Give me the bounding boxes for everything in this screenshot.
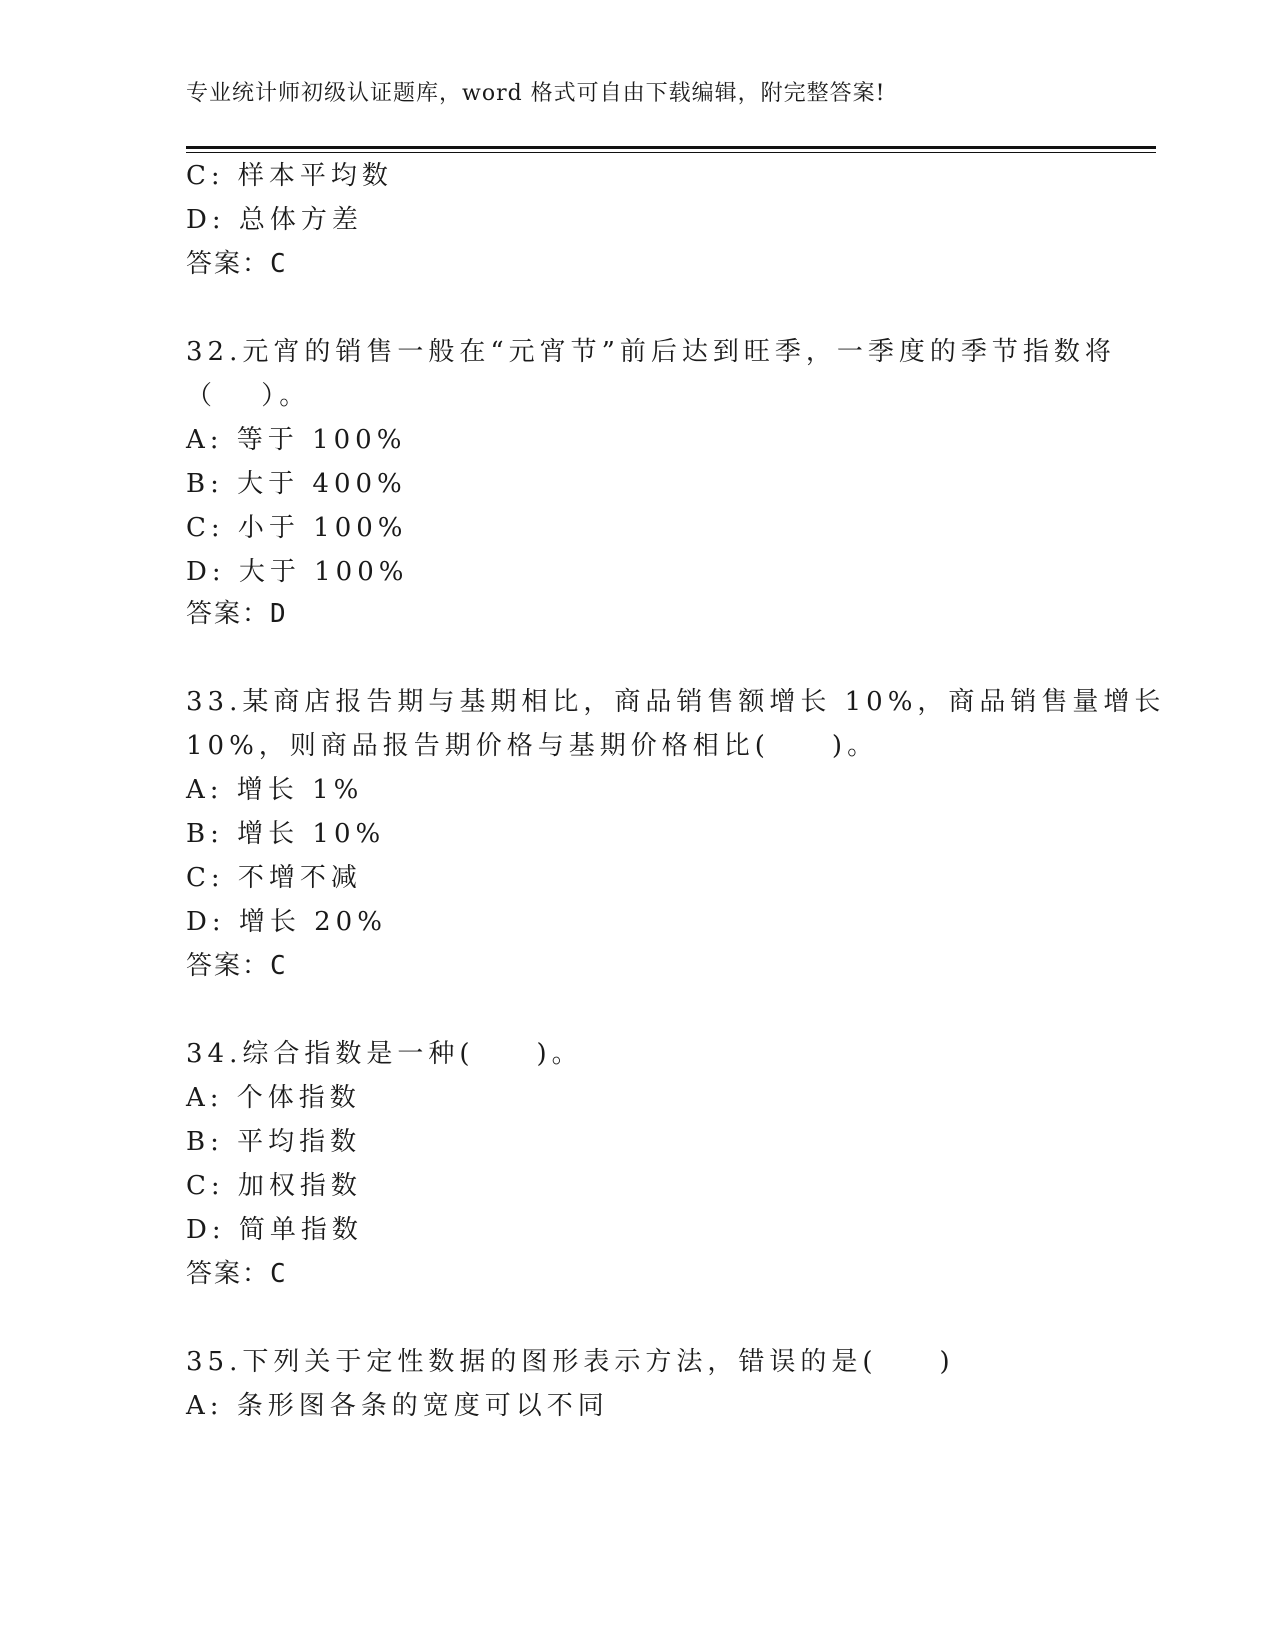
- question-35-option-a: A: 条形图各条的宽度可以不同: [186, 1391, 609, 1421]
- question-34-option-d: D: 简单指数: [186, 1215, 363, 1245]
- question-33-option-c: C: 不增不减: [186, 863, 362, 893]
- question-33-option-a: A: 增长 1%: [186, 775, 364, 805]
- answer-value: C: [270, 249, 286, 279]
- question-34-answer: [186, 1258, 286, 1290]
- question-32-answer: [186, 598, 286, 630]
- question-34-stem-line-1: 34.综合指数是一种( )。: [186, 1039, 583, 1069]
- question-33-answer: [186, 950, 286, 982]
- answer-label: 答案：: [186, 599, 271, 629]
- question-33-option-d: D: 增长 20%: [186, 907, 387, 937]
- question-34-option-c: C: 加权指数: [186, 1171, 362, 1201]
- answer-value: C: [270, 1259, 286, 1289]
- answer-label: 答案：: [186, 249, 271, 279]
- question-35-stem-line-1: 35.下列关于定性数据的图形表示方法，错误的是( ): [186, 1347, 955, 1377]
- answer-line: [186, 248, 286, 280]
- page-header: 专业统计师初级认证题库，word 格式可自由下载编辑，附完整答案!: [186, 81, 886, 106]
- answer-label: 答案：: [186, 951, 271, 981]
- question-32-stem-line-2: （ ）。: [186, 381, 311, 411]
- question-34-option-a: A: 个体指数: [186, 1083, 361, 1113]
- question-32-option-b: B: 大于 400%: [186, 469, 407, 499]
- option-d: D: 总体方差: [186, 205, 363, 235]
- question-32-stem-line-1: 32.元宵的销售一般在“元宵节”前后达到旺季，一季度的季节指数将: [186, 337, 1116, 367]
- question-32-option-d: D: 大于 100%: [186, 557, 409, 587]
- answer-value: D: [270, 599, 286, 629]
- question-33-stem-line-2: 10%，则商品报告期价格与基期价格相比( )。: [186, 731, 879, 761]
- answer-label: 答案：: [186, 1259, 271, 1289]
- header-rule-thin: [186, 152, 1156, 153]
- option-c: C: 样本平均数: [186, 161, 393, 191]
- question-33-stem-line-1: 33.某商店报告期与基期相比，商品销售额增长 10%，商品销售量增长: [186, 687, 1166, 717]
- question-32-option-c: C: 小于 100%: [186, 513, 408, 543]
- question-34-option-b: B: 平均指数: [186, 1127, 362, 1157]
- question-33-option-b: B: 增长 10%: [186, 819, 386, 849]
- question-32-option-a: A: 等于 100%: [186, 425, 407, 455]
- answer-value: C: [270, 951, 286, 981]
- header-rule-thick: [186, 146, 1156, 149]
